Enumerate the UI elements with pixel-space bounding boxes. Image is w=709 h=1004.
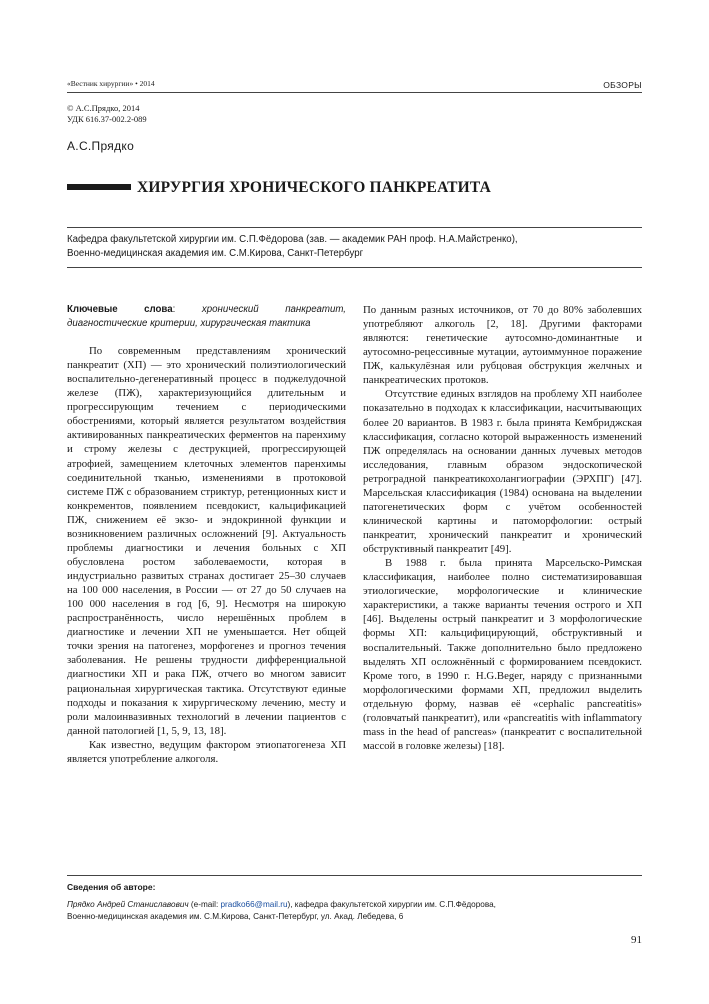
journal-header: «Вестник хирургии» • 2014 xyxy=(67,79,155,88)
paragraph-5: В 1988 г. была принята Марсельско-Римская классификация, наиболее полно систематизировавшая этиологические, морфологические и клинические характеристики, а также варианты течения острого и ХП [46]. Выделены острый панкреатит и 3 морфологические формы ХП: кальцифицирующий, обструктивный и воспалительный. Также дополнительно было предложено выделять ХП осложнённый с формированием псевдокист. Кроме того, в 1990 г. H.G.Beger, наряду с признанными морфологическими формами ХП, предложил выделить отдельную форму, назвав её «cephalic pancreatitis» (головчатый панкреатит), или «pancreatitis with inflammatory mass in the head of pancreas» (панкреатит с воспалительной массой в головке железы) [18]. xyxy=(363,557,642,752)
affiliation-top-divider xyxy=(67,227,642,228)
author-info-line-1 xyxy=(67,899,642,912)
author-full-name: Прядко Андрей Станиславович xyxy=(67,899,189,909)
header-divider xyxy=(67,92,642,93)
affiliation xyxy=(67,233,642,261)
keywords-label: Ключевые слова xyxy=(67,304,173,315)
page-number: 91 xyxy=(631,934,642,946)
author-name: А.С.Прядко xyxy=(67,139,135,153)
author-info xyxy=(67,881,642,924)
udc-line: УДК 616.37-002.2-089 xyxy=(67,113,147,124)
paragraph-4: Отсутствие единых взглядов на проблему ХП наиболее показательно в подходах к классификации, насчитывающих более 20 вариантов. В 1983 г. была принята Кембриджская классификация, согласно которой выраженность изменений ПЖ определялась на основании данных лучевых методов исследования, главным образом эндоскопической ретроградной панкреатикохолангиографии (ЭРХПГ) [47]. Марсельская классификация (1984) основана на выделении патогенетических форм с учётом особенностей клинической картины и патоморфологии: острый панкреатит, хронический панкреатит и хронический обструктивный панкреатит [49]. xyxy=(363,388,642,556)
affiliation-bottom-divider xyxy=(67,267,642,268)
section-label: ОБЗОРЫ xyxy=(603,80,642,90)
affiliation-line-1: Кафедра факультетской хирургии им. С.П.Фёдорова (зав. — академик РАН проф. Н.А.Майстренко), xyxy=(67,234,518,245)
paragraph-2: Как известно, ведущим фактором этиопатогенеза ХП является употребление алкоголя. xyxy=(67,738,346,765)
keywords xyxy=(67,303,346,330)
article-title: ХИРУРГИЯ ХРОНИЧЕСКОГО ПАНКРЕАТИТА xyxy=(137,179,492,196)
title-accent-bar xyxy=(67,184,131,190)
author-info-heading: Сведения об авторе: xyxy=(67,882,156,892)
affiliation-line-2: Военно-медицинская академия им. С.М.Кирова, Санкт-Петербург xyxy=(67,248,364,259)
email-prefix: (e-mail: xyxy=(188,899,221,909)
paragraph-3: По данным разных источников, от 70 до 80% заболевших употребляют алкоголь [2, 18]. Другими факторами являются: генетические аутосомно-доминантные и аутосомно-рецессивные мутации, аутоиммунное поражение ПЖ, калькулёзная или рубцовая обструкция желчных и панкреатических протоков. xyxy=(363,304,642,387)
left-column xyxy=(67,303,346,766)
author-email-link[interactable]: pradko66@mail.ru xyxy=(220,899,288,909)
paragraph-1: По современным представлениям хронический панкреатит (ХП) — это хронический полиэтиологический воспалительно-дегенеративный процесс в поджелудочной железе (ПЖ), характеризующийся длительным и прогрессирующим течением с периодическими обострениями, который является результатом воздействия активированных панкреатических ферментов на паренхиму и строму железы с деструкцией, прогрессирующей атрофией, замещением клеточных элементов паренхимы соединительной тканью, изменениями в протоковой системе ПЖ с образованием стриктур, ретенционных кист и конкрементов, появлением псевдокист, кальцификацией ПЖ, снижением её экзо- и эндокринной функции и возникновением различных осложнений [9]. Актуальность проблемы диагностики и лечения больных с ХП обусловлена ростом заболеваемости, которая в индустриально развитых странах достигает 25–30 случаев на 100 000 населения, в России — от 27 до 50 случаев на 100 000 населения в год [6, 9]. Несмотря на широкую распространённость, число нерешённых проблем в диагностике и лечении ХП не уменьшается. Нет общей точки зрения на патогенез, морфогенез и прогноз течения заболевания. Не решены трудности дифференциальной диагностики ХП и рака ПЖ, отчего во многом зависит рациональная хирургическая тактика. Отсутствуют единые подходы и показания к хирургическому лечению, месту и роли малоинвазивных технологий в лечении пациентов с данной патологией [1, 5, 9, 13, 18]. xyxy=(67,345,346,737)
author-department: ), кафедра факультетской хирургии им. С.П.Фёдорова, xyxy=(287,899,496,909)
copyright-line: © А.С.Прядко, 2014 xyxy=(67,103,140,113)
right-column xyxy=(363,303,642,753)
footer-divider xyxy=(67,875,642,876)
article-meta xyxy=(67,103,147,124)
author-info-line-2: Военно-медицинская академия им. С.М.Кирова, Санкт-Петербург, ул. Акад. Лебедева, 6 xyxy=(67,912,404,921)
keywords-separator: : xyxy=(172,304,176,315)
keywords-text: хронический панкреатит, диагностические критерии, хирургическая тактика xyxy=(67,304,346,329)
